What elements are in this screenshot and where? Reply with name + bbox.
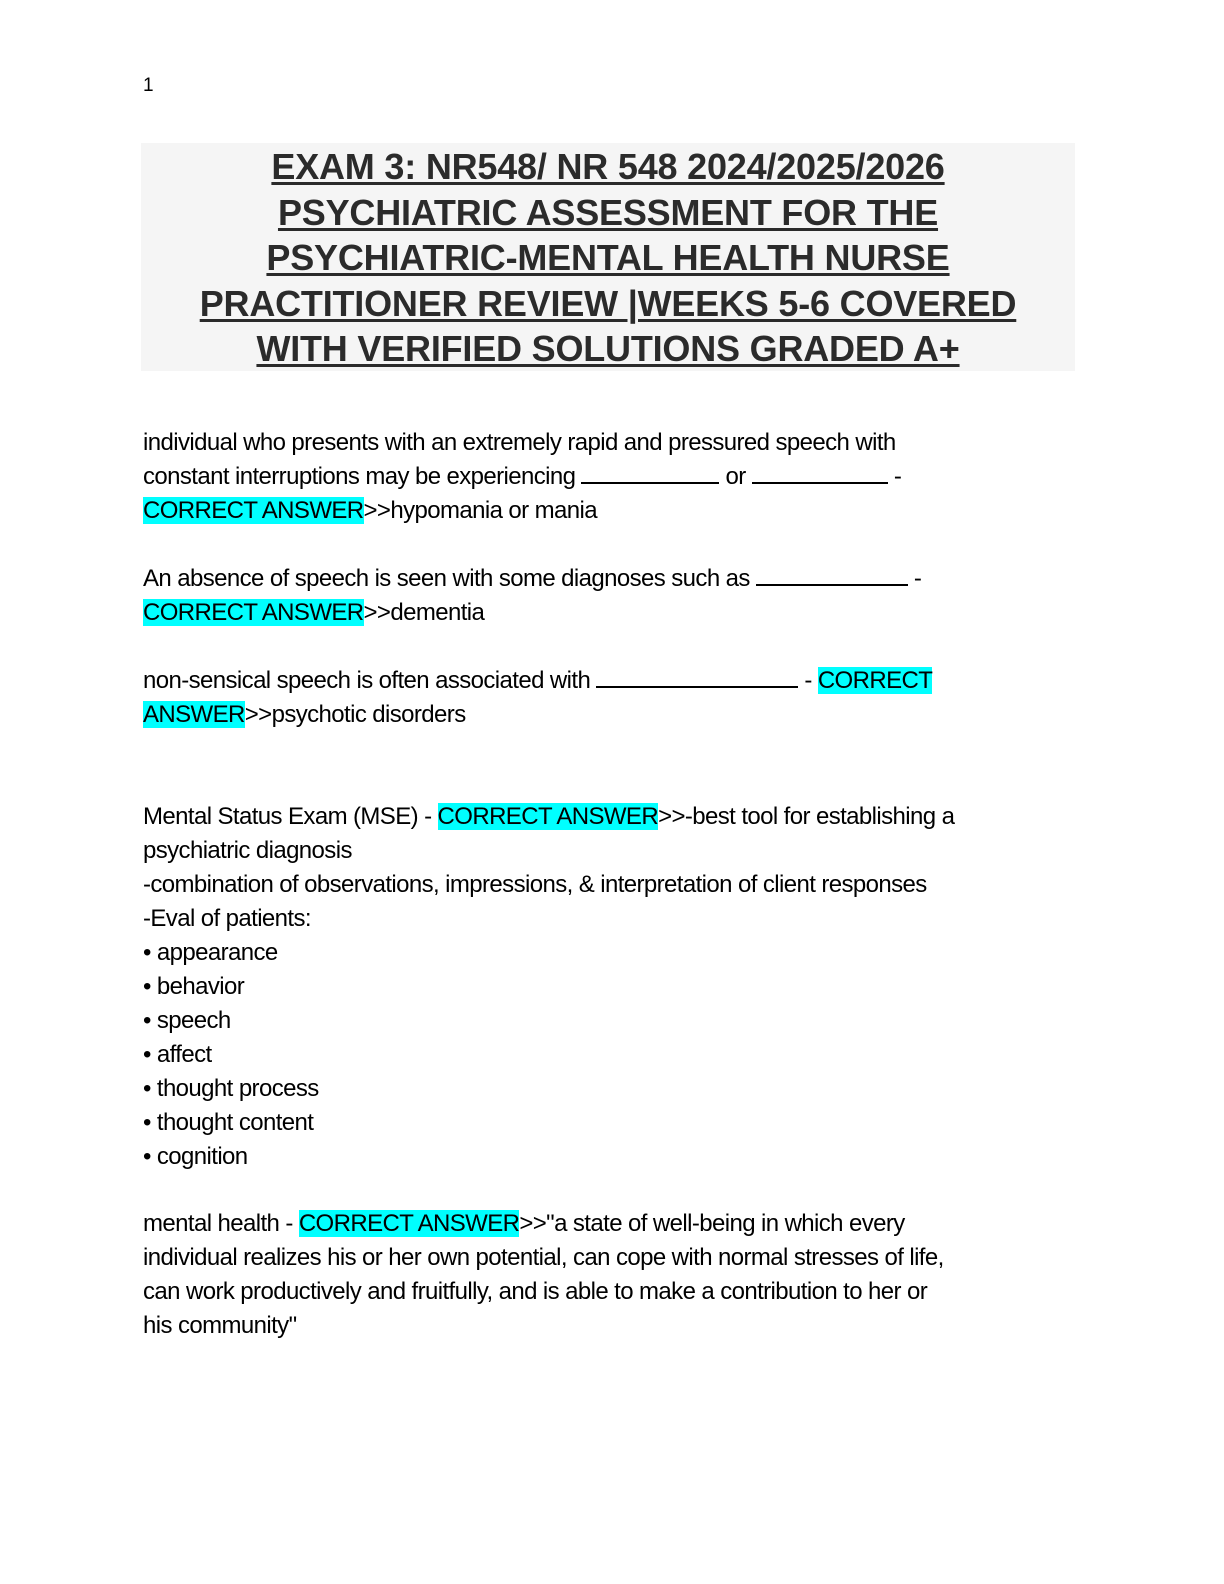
qa-item-3 <box>143 664 1063 732</box>
question-text: Mental Status Exam (MSE) - CORRECT ANSWER>>-best tool for establishing a <box>143 803 955 830</box>
qa-item-2 <box>143 562 1063 630</box>
qa-item-1 <box>143 426 1063 528</box>
title-line: PSYCHIATRIC-MENTAL HEALTH NURSE <box>266 237 950 278</box>
question-text: mental health - CORRECT ANSWER>>"a state of well-being in which every <box>143 1210 905 1237</box>
qa-item-4 <box>143 800 1063 1174</box>
list-item: • speech <box>143 1007 231 1034</box>
correct-answer-label: CORRECT <box>817 667 933 694</box>
qa-item-5 <box>143 1207 1063 1343</box>
answer-text: his community" <box>143 1312 297 1339</box>
list-item: • thought process <box>143 1075 319 1102</box>
list-item: • cognition <box>143 1143 248 1170</box>
question-text: constant interruptions may be experiencing or - <box>143 460 1063 494</box>
answer-text: individual realizes his or her own potential, can cope with normal stresses of life, <box>143 1244 944 1271</box>
question-text: non-sensical speech is often associated with - CORRECT <box>143 664 1063 698</box>
correct-answer-label: CORRECT ANSWER <box>143 497 364 524</box>
title-line: PSYCHIATRIC ASSESSMENT FOR THE <box>277 191 939 233</box>
list-item: • behavior <box>143 973 245 1000</box>
answer-text: ANSWER>>psychotic disorders <box>143 701 466 728</box>
document-title <box>141 143 1075 371</box>
answer-blank <box>752 460 888 484</box>
answer-text: CORRECT ANSWER>>hypomania or mania <box>143 497 598 524</box>
list-item: • affect <box>143 1041 212 1068</box>
answer-blank <box>581 460 719 484</box>
correct-answer-label: CORRECT ANSWER <box>143 599 364 626</box>
question-text: An absence of speech is seen with some diagnoses such as - <box>143 562 1063 596</box>
list-item: • appearance <box>143 939 278 966</box>
page-number: 1 <box>143 75 154 96</box>
answer-blank <box>596 664 798 688</box>
title-line: PRACTITIONER REVIEW |WEEKS 5-6 COVERED <box>199 282 1017 324</box>
title-line: EXAM 3: NR548/ NR 548 2024/2025/2026 <box>271 146 945 187</box>
correct-answer-label: ANSWER <box>143 701 245 728</box>
answer-text: psychiatric diagnosis <box>143 837 352 864</box>
answer-text: -combination of observations, impressions, & interpretation of client responses <box>143 871 927 898</box>
title-line: WITH VERIFIED SOLUTIONS GRADED A+ <box>256 328 960 369</box>
question-text: individual who presents with an extremely rapid and pressured speech with <box>143 429 896 456</box>
answer-text: can work productively and fruitfully, and is able to make a contribution to her or <box>143 1278 928 1305</box>
correct-answer-label: CORRECT ANSWER <box>437 803 659 830</box>
answer-text: CORRECT ANSWER>>dementia <box>143 599 485 626</box>
answer-blank <box>756 562 908 586</box>
list-item: • thought content <box>143 1109 314 1136</box>
answer-text: -Eval of patients: <box>143 905 311 932</box>
correct-answer-label: CORRECT ANSWER <box>298 1210 520 1237</box>
